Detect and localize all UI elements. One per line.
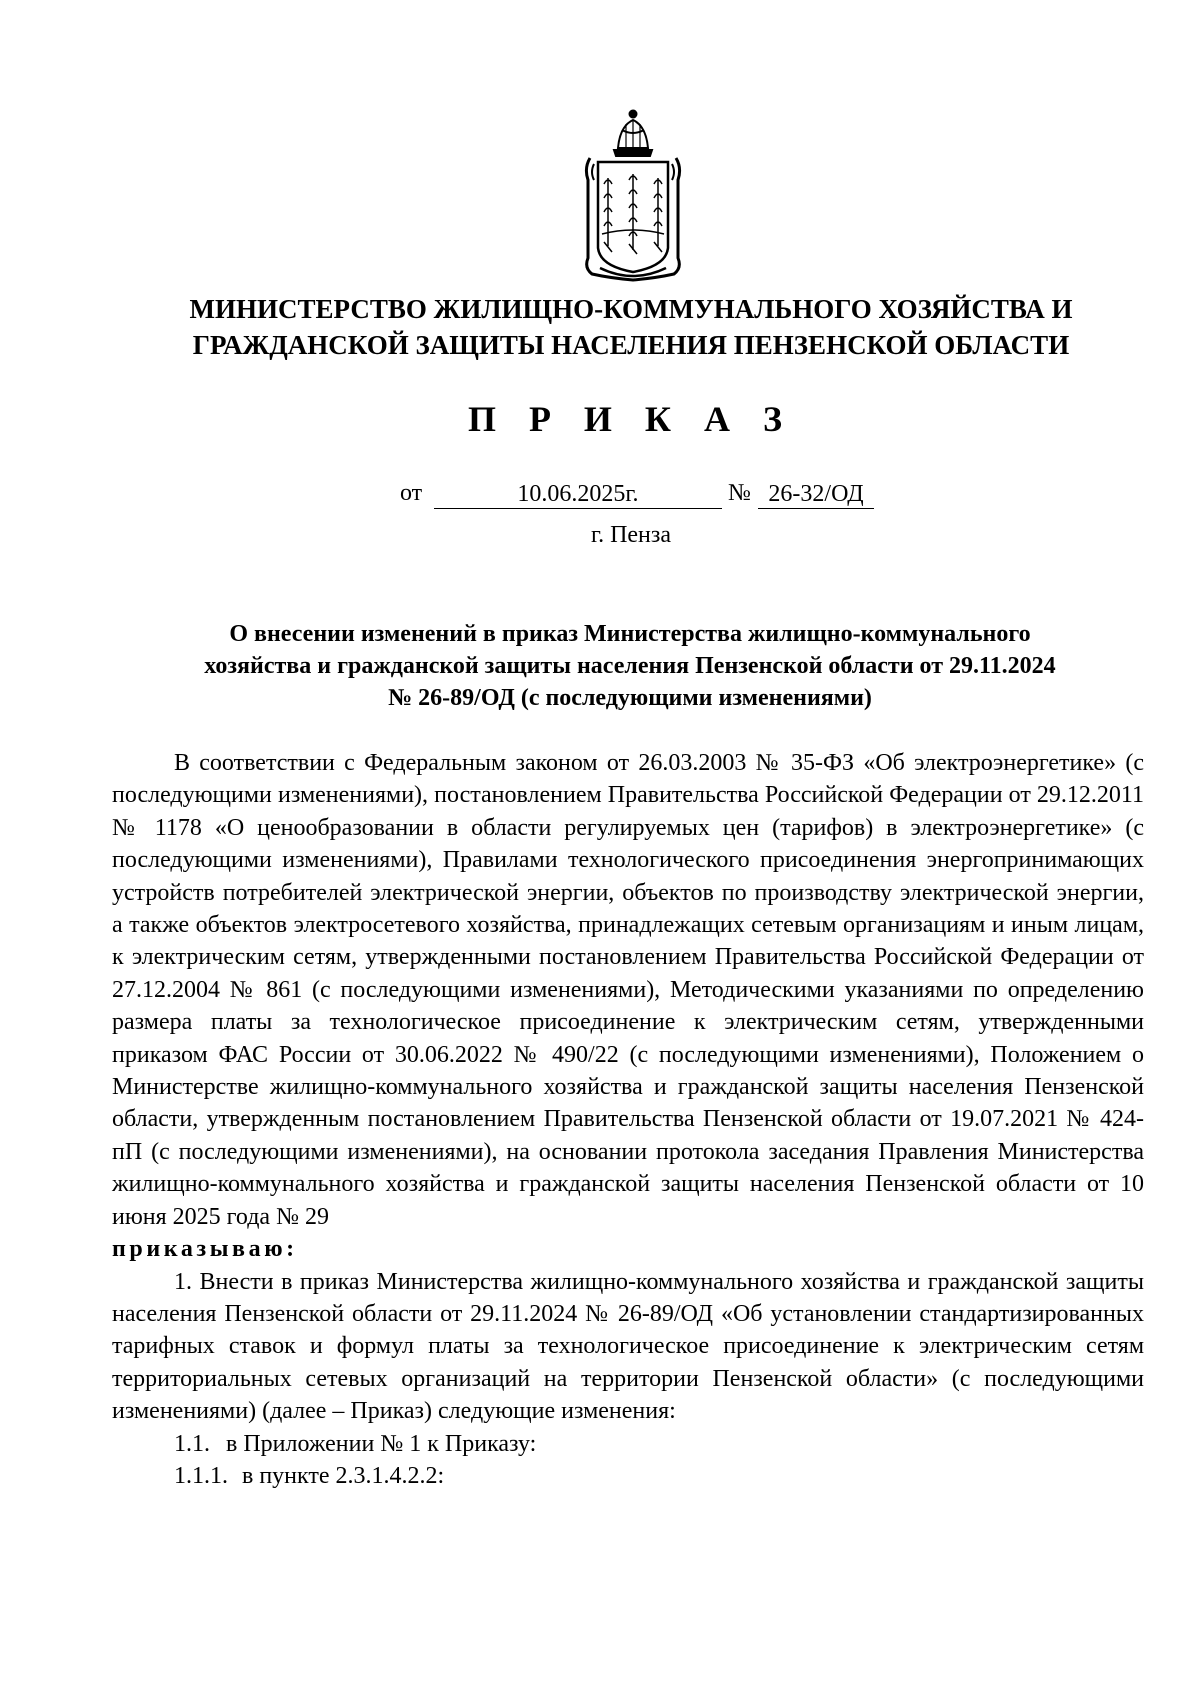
item-1-1-1 (112, 1460, 1144, 1492)
date-number-line (0, 478, 1200, 510)
order-date: 10.06.2025г. (434, 480, 722, 509)
item-1-1-1-number: 1.1.1. (174, 1462, 228, 1489)
item-1-1-text: в Приложении № 1 к Приказу: (226, 1430, 537, 1457)
order-subject (120, 618, 1140, 714)
ministry-name (0, 291, 1200, 363)
item-1-paragraph: 1. Внести в приказ Министерства жилищно-коммунального хозяйства и гражданской защиты населения Пензенской области от 29.11.2024 № 26-89/ОД «Об установлении стандартизированных тарифных ставок и формул платы за технологическое присоединение к электрическим сетям территориальных сетевых организаций на территории Пензенской области» (с последующими изменениями) (далее – Приказ) следующие изменения: (112, 1268, 1144, 1425)
order-word-text: приказываю: (112, 1236, 298, 1263)
preamble-paragraph: В соответствии с Федеральным законом от 26.03.2003 № 35-ФЗ «Об электроэнергетике» (с последующими изменениями), постановлением Правительства Российской Федерации от 29.12.2011 № 1178 «О ценообразовании в области регулируемых цен (тарифов) в электроэнергетике» (с последующими изменениями), Правилами технологического присоединения энергопринимающих устройств потребителей электрической энергии, объектов по производству электрической энергии, а также объектов электросетевого хозяйства, принадлежащих сетевым организациям и иным лицам, к электрическим сетям, утвержденными постановлением Правительства Российской Федерации от 27.12.2004 № 861 (с последующими изменениями), Методическими указаниями по определению размера платы за технологическое присоединение к электрическим сетям, утвержденными приказом ФАС России от 30.06.2022 № 490/22 (с последующими изменениями), Положением о Министерстве жилищно-коммунального хозяйства и гражданской защиты населения Пензенской области, утвержденным постановлением Правительства Пензенской области от 19.07.2021 № 424-пП (с последующими изменениями), на основании протокола заседания Правления Министерства жилищно-коммунального хозяйства и гражданской защиты населения Пензенской области от 10 июня 2025 года № 29 (112, 750, 1144, 1230)
coat-of-arms-emblem (580, 108, 686, 284)
number-sign: № (728, 480, 751, 506)
subject-line-3: № 26-89/ОД (с последующими изменениями) (388, 685, 872, 711)
order-body (112, 747, 1144, 1492)
item-1-1-1-text: в пункте 2.3.1.4.2.2: (242, 1462, 445, 1489)
subject-line-1: О внесении изменений в приказ Министерства жилищно-коммунального (229, 621, 1031, 647)
city: г. Пенза (590, 522, 672, 548)
item-1-1 (112, 1428, 1144, 1460)
ministry-name-line-1: МИНИСТЕРСТВО ЖИЛИЩНО-КОММУНАЛЬНОГО ХОЗЯЙСТВА И (189, 294, 1073, 324)
ministry-name-line-2: ГРАЖДАНСКОЙ ЗАЩИТЫ НАСЕЛЕНИЯ ПЕНЗЕНСКОЙ ОБЛАСТИ (192, 330, 1070, 360)
order-word (112, 1233, 1144, 1265)
document-type-title: П Р И К А З (467, 399, 795, 439)
item-1-1-number: 1.1. (174, 1430, 210, 1457)
from-label: от (400, 480, 423, 506)
order-number: 26-32/ОД (758, 480, 874, 509)
subject-line-2: хозяйства и гражданской защиты населения Пензенской области от 29.11.2024 (204, 653, 1056, 679)
